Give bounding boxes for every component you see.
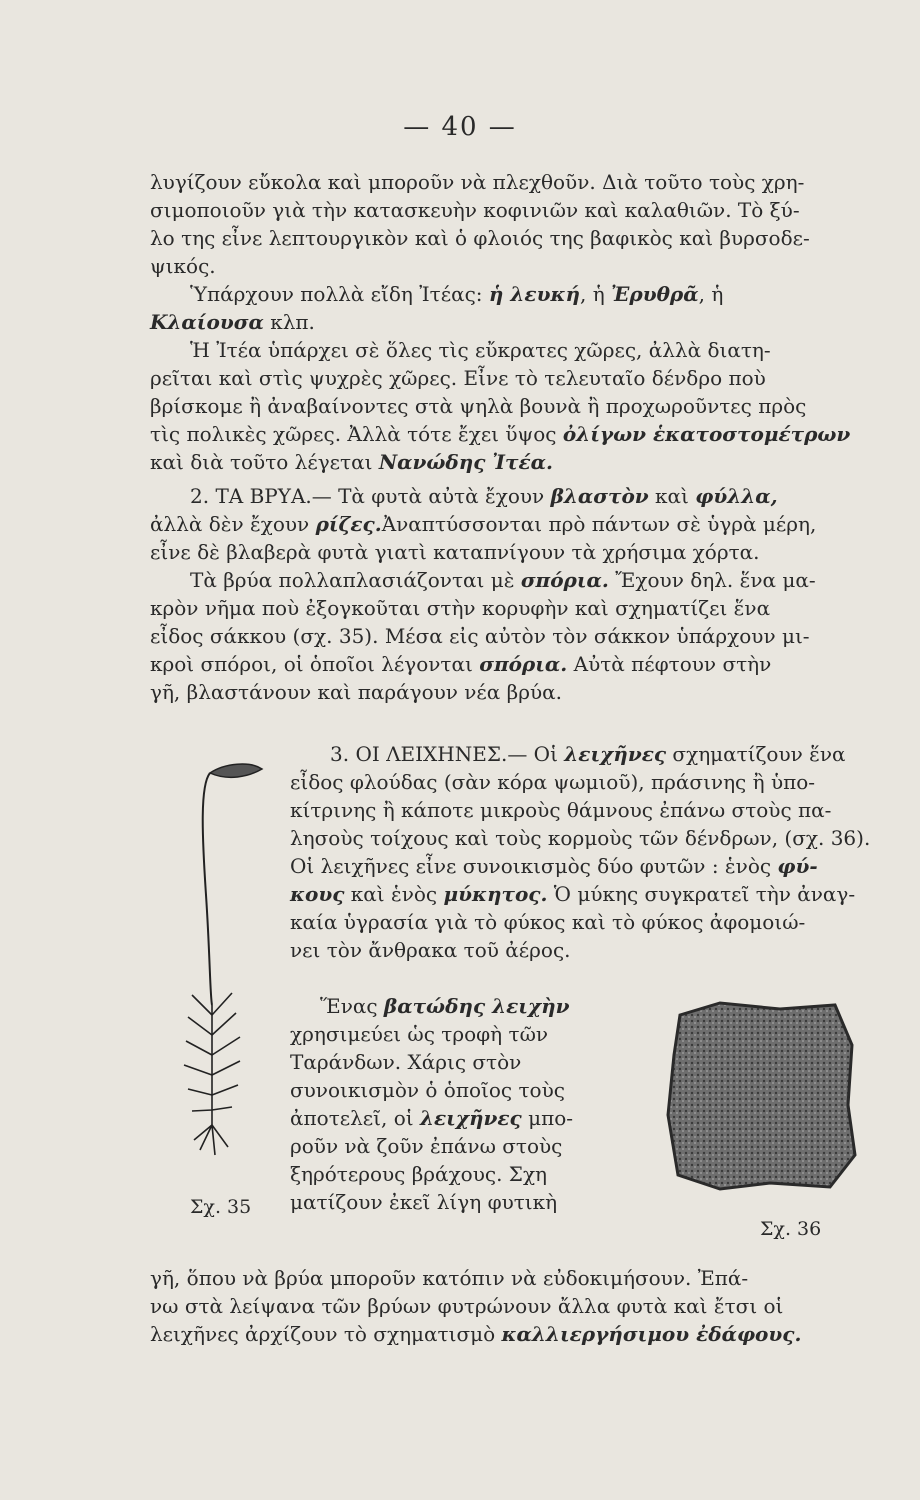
- text-span: Αὐτὰ πέφτουν στὴν: [573, 652, 772, 676]
- text-span: , ἡ: [579, 282, 605, 306]
- text-line: βρίσκομε ἢ ἀναβαίνοντες στὰ ψηλὰ βουνὰ ἢ προχωροῦντες πρὸς: [150, 394, 807, 418]
- bold-term: βατώδης λειχὴν: [383, 994, 570, 1018]
- text-span: ἀλλὰ δὲν ἔχουν: [150, 512, 310, 536]
- bold-term: λειχῆνες: [419, 1106, 522, 1130]
- lichen-figure: [660, 995, 860, 1195]
- text-line: Ἡ Ἰτέα ὑπάρχει σὲ ὅλες τὶς εὔκρατες χῶρες, ἀλλὰ διατη-: [190, 338, 771, 362]
- text-line: νει τὸν ἄνθρακα τοῦ ἀέρος.: [290, 938, 571, 962]
- bold-term: κους: [290, 882, 345, 906]
- moss-figure: [170, 755, 290, 1175]
- bold-term: φύλλα,: [695, 484, 778, 508]
- text-span: καὶ: [655, 484, 689, 508]
- section-heading: 2. ΤΑ ΒΡΥΑ.— Τὰ φυτὰ αὐτὰ ἔχουν: [190, 484, 545, 508]
- text-line: [150, 448, 880, 476]
- lichen-section: [290, 740, 890, 964]
- text-line: γῆ, ὅπου νὰ βρύα μποροῦν κατόπιν νὰ εὐδοκιμήσουν. Ἐπά-: [150, 1266, 749, 1290]
- text-line: [290, 880, 890, 908]
- bold-term: φύ-: [777, 854, 818, 878]
- text-span: ἀποτελεῖ, οἱ: [290, 1106, 414, 1130]
- bold-term: μύκητος.: [443, 882, 548, 906]
- bold-term: λειχῆνες: [564, 742, 667, 766]
- moss-illustration: [170, 755, 290, 1175]
- text-line: ψικός.: [150, 254, 216, 278]
- text-line: λο της εἶνε λεπτουργικὸν καὶ ὁ φλοιός της βαφικὸς καὶ βυρσοδε-: [150, 226, 810, 250]
- bold-term: ρίζες.: [315, 512, 382, 536]
- section-heading: 3. ΟΙ ΛΕΙΧΗΝΕΣ.— Οἱ: [330, 742, 558, 766]
- text-line: καία ὑγρασία γιὰ τὸ φύκος καὶ τὸ φύκος ἀφομοιώ-: [290, 910, 806, 934]
- text-line: Ταράνδων. Χάρις στὸν: [290, 1050, 522, 1074]
- text-span: λειχῆνες ἀρχίζουν τὸ σχηματισμὸ: [150, 1322, 496, 1346]
- text-line: γῆ, βλαστάνουν καὶ παράγουν νέα βρύα.: [150, 680, 563, 704]
- text-line: ρεῖται καὶ στὶς ψυχρὲς χῶρες. Εἶνε τὸ τελευταῖο δένδρο ποὺ: [150, 366, 766, 390]
- section-heading-line: [290, 740, 890, 768]
- text-line: [150, 650, 880, 678]
- text-line: εἶδος σάκκου (σχ. 35). Μέσα εἰς αὐτὸν τὸν σάκκον ὑπάρχουν μι-: [150, 624, 810, 648]
- bold-term: ἡ λευκή: [488, 282, 580, 306]
- text-line: λυγίζουν εὔκολα καὶ μποροῦν νὰ πλεχθοῦν. Διὰ τοῦτο τοὺς χρη-: [150, 170, 805, 194]
- text-line: [150, 510, 880, 538]
- page-number: — 40 —: [403, 112, 517, 142]
- section-heading-line: [150, 482, 880, 510]
- text-span: , ἡ: [698, 282, 724, 306]
- figure-caption: Σχ. 35: [190, 1196, 252, 1218]
- text-span: κροὶ σπόροι, οἱ ὁποῖοι λέγονται: [150, 652, 473, 676]
- text-line: [290, 852, 890, 880]
- text-line: κρὸν νῆμα ποὺ ἐξογκοῦται στὴν κορυφὴν καὶ σχηματίζει ἕνα: [150, 596, 771, 620]
- text-span: Ἔχουν δηλ. ἕνα μα-: [615, 568, 816, 592]
- text-span: σχηματίζουν ἕνα: [672, 742, 846, 766]
- text-line: λησοὺς τοίχους καὶ τοὺς κορμοὺς τῶν δένδρων, (σχ. 36).: [290, 826, 871, 850]
- bold-term: ὀλίγων ἑκατοστομέτρων: [562, 422, 851, 446]
- text-line: [150, 308, 880, 336]
- lichen-illustration: [660, 995, 860, 1195]
- lichen-narrow-column: [290, 992, 650, 1216]
- text-span: καὶ διὰ τοῦτο λέγεται: [150, 450, 373, 474]
- text-span: μπο-: [528, 1106, 574, 1130]
- text-line: ξηρότερους βράχους. Σχη: [290, 1162, 548, 1186]
- text-line: εἶδος φλούδας (σὰν κόρα ψωμιοῦ), πράσινης ἢ ὑπο-: [290, 770, 816, 794]
- bold-term: καλλιεργήσιμου ἐδάφους.: [501, 1322, 802, 1346]
- bold-term: σπόρια.: [520, 568, 609, 592]
- text-span: καὶ ἑνὸς: [350, 882, 438, 906]
- bold-term: Νανώδης Ἰτέα.: [378, 450, 553, 474]
- bold-term: Κλαίουσα: [150, 310, 264, 334]
- body-text-top: [150, 168, 880, 706]
- text-line: συνοικισμὸν ὁ ὁποῖος τοὺς: [290, 1078, 565, 1102]
- text-span: τὶς πολικὲς χῶρες. Ἀλλὰ τότε ἔχει ὕψος: [150, 422, 557, 446]
- text-line: χρησιμεύει ὡς τροφὴ τῶν: [290, 1022, 549, 1046]
- text-span: Τὰ βρύα πολλαπλασιάζονται μὲ: [190, 568, 515, 592]
- text-line: [150, 280, 880, 308]
- text-line: εἶνε δὲ βλαβερὰ φυτὰ γιατὶ καταπνίγουν τὰ χρήσιμα χόρτα.: [150, 540, 760, 564]
- text-line: σιμοποιοῦν γιὰ τὴν κατασκευὴν κοφινιῶν καὶ καλαθιῶν. Τὸ ξύ-: [150, 198, 800, 222]
- text-line: ροῦν νὰ ζοῦν ἐπάνω στοὺς: [290, 1134, 563, 1158]
- text-span: κλπ.: [270, 310, 315, 334]
- bold-term: σπόρια.: [479, 652, 568, 676]
- text-span: Ἀναπτύσσονται πρὸ πάντων σὲ ὑγρὰ μέρη,: [381, 512, 817, 536]
- text-span: Ὁ μύκης συγκρατεῖ τὴν ἀναγ-: [553, 882, 856, 906]
- text-line: κίτρινης ἢ κάποτε μικροὺς θάμνους ἐπάνω στοὺς πα-: [290, 798, 832, 822]
- text-span: Ἕνας: [320, 994, 378, 1018]
- text-line: [150, 566, 880, 594]
- text-line: [290, 992, 650, 1020]
- bold-term: Ἐρυθρᾶ: [611, 282, 699, 306]
- text-line: ματίζουν ἐκεῖ λίγη φυτικὴ: [290, 1190, 558, 1214]
- text-line: νω στὰ λείψανα τῶν βρύων φυτρώνουν ἄλλα φυτὰ καὶ ἔτσι οἱ: [150, 1294, 784, 1318]
- text-line: [150, 420, 880, 448]
- figure-caption: Σχ. 36: [760, 1218, 822, 1240]
- text-line: [150, 1320, 880, 1348]
- bold-term: βλαστὸν: [550, 484, 649, 508]
- text-span: Ὑπάρχουν πολλὰ εἴδη Ἰτέας:: [190, 282, 483, 306]
- text-span: Οἱ λειχῆνες εἶνε συνοικισμὸς δύο φυτῶν : ἑνὸς: [290, 854, 772, 878]
- body-text-bottom: [150, 1264, 880, 1348]
- text-line: [290, 1104, 650, 1132]
